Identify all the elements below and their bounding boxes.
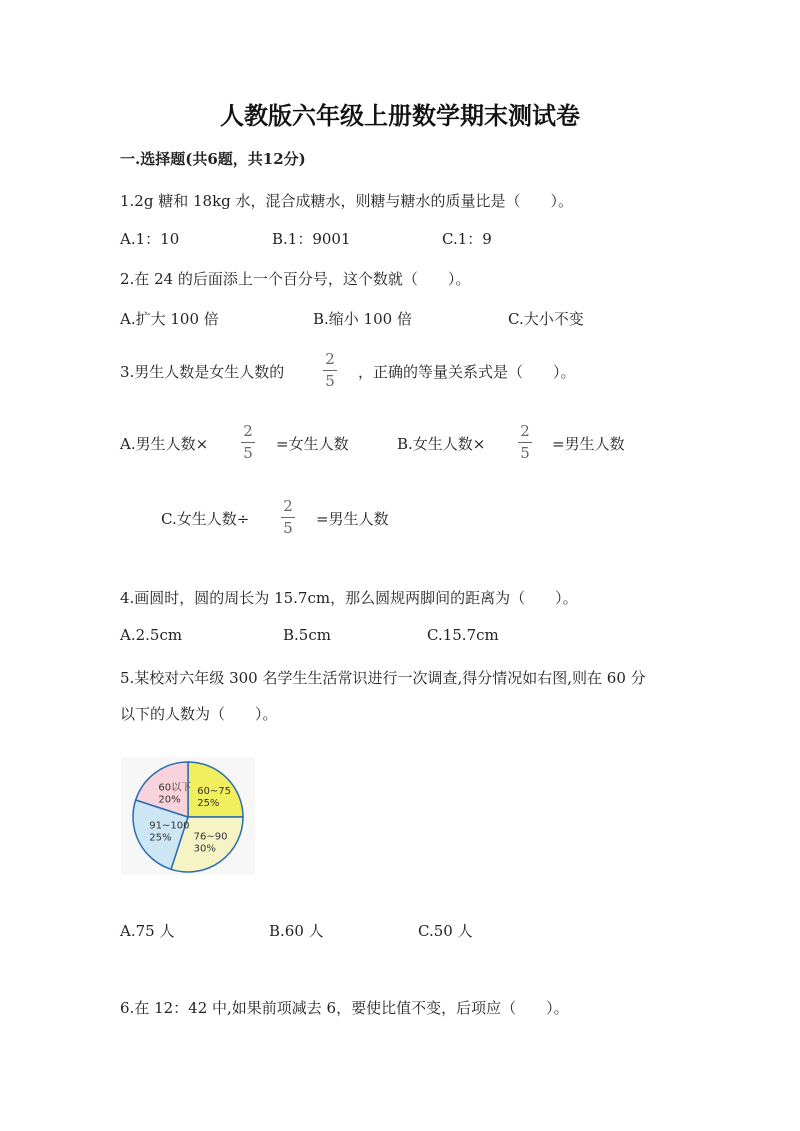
question-4-text: 4.画圆时，圆的周长为 15.7cm，那么圆规两脚间的距离为（ ）。 xyxy=(120,589,578,607)
question-3-option-a-end: =女生人数 xyxy=(276,435,349,453)
question-3-option-c-start: C.女生人数÷ xyxy=(161,510,250,528)
fraction-denominator: 5 xyxy=(325,372,335,390)
fraction-two-fifths xyxy=(278,497,298,537)
pie-slice-label: 91~100 xyxy=(149,820,190,832)
fraction-denominator: 5 xyxy=(243,444,253,462)
fraction-numerator: 2 xyxy=(283,497,293,515)
question-5-option-a: A.75 人 xyxy=(120,922,175,940)
pie-slice-percent: 30% xyxy=(193,843,216,855)
question-3-text-start: 3.男生人数是女生人数的 xyxy=(120,363,285,381)
question-2-option-b: B.缩小 100 倍 xyxy=(313,310,412,328)
question-3-text-end: ，正确的等量关系式是（ ）。 xyxy=(358,363,576,381)
fraction-two-fifths xyxy=(320,350,340,390)
question-1-option-c: C.1：9 xyxy=(442,230,492,248)
pie-slice-label: 60~75 xyxy=(197,785,232,797)
question-2-option-c: C.大小不变 xyxy=(508,310,584,328)
fraction-two-fifths xyxy=(238,422,258,462)
question-4-option-b: B.5cm xyxy=(283,626,331,644)
question-5-text-line-2: 以下的人数为（ ）。 xyxy=(120,705,278,723)
fraction-denominator: 5 xyxy=(520,444,530,462)
question-2-option-a: A.扩大 100 倍 xyxy=(120,310,219,328)
pie-slice-percent: 25% xyxy=(197,797,220,809)
pie-chart xyxy=(121,757,255,875)
fraction-two-fifths xyxy=(515,422,535,462)
fraction-numerator: 2 xyxy=(243,422,253,440)
question-5-option-c: C.50 人 xyxy=(418,922,473,940)
question-3-option-b-start: B.女生人数× xyxy=(397,435,486,453)
fraction-numerator: 2 xyxy=(325,350,335,368)
question-1-option-b: B.1：9001 xyxy=(272,230,351,248)
fraction-denominator: 5 xyxy=(283,519,293,537)
question-3-option-b-end: =男生人数 xyxy=(552,435,625,453)
question-5-text-line-1: 5.某校对六年级 300 名学生生活常识进行一次调查,得分情况如右图,则在 60 分 xyxy=(120,669,646,687)
pie-slice-label: 60以下 xyxy=(158,782,192,794)
page-title: 人教版六年级上册数学期末测试卷 xyxy=(220,101,580,130)
question-6-text: 6.在 12：42 中,如果前项减去 6，要使比值不变，后项应（ ）。 xyxy=(120,999,569,1017)
fraction-numerator: 2 xyxy=(520,422,530,440)
question-4-option-a: A.2.5cm xyxy=(120,626,183,644)
pie-slice-percent: 20% xyxy=(158,794,181,806)
question-5-option-b: B.60 人 xyxy=(269,922,324,940)
question-1-option-a: A.1：10 xyxy=(120,230,180,248)
question-2-text: 2.在 24 的后面添上一个百分号，这个数就（ ）。 xyxy=(120,270,471,288)
section-heading: 一.选择题(共6题，共12分) xyxy=(120,150,306,168)
pie-slice-percent: 25% xyxy=(149,832,172,844)
question-4-option-c: C.15.7cm xyxy=(427,626,499,644)
question-3-option-a-start: A.男生人数× xyxy=(120,435,209,453)
question-3-option-c-end: =男生人数 xyxy=(316,510,389,528)
pie-slice-label: 76~90 xyxy=(193,831,228,843)
question-1-text: 1.2g 糖和 18kg 水，混合成糖水，则糖与糖水的质量比是（ ）。 xyxy=(120,192,574,210)
pie-chart-figure xyxy=(121,757,255,875)
